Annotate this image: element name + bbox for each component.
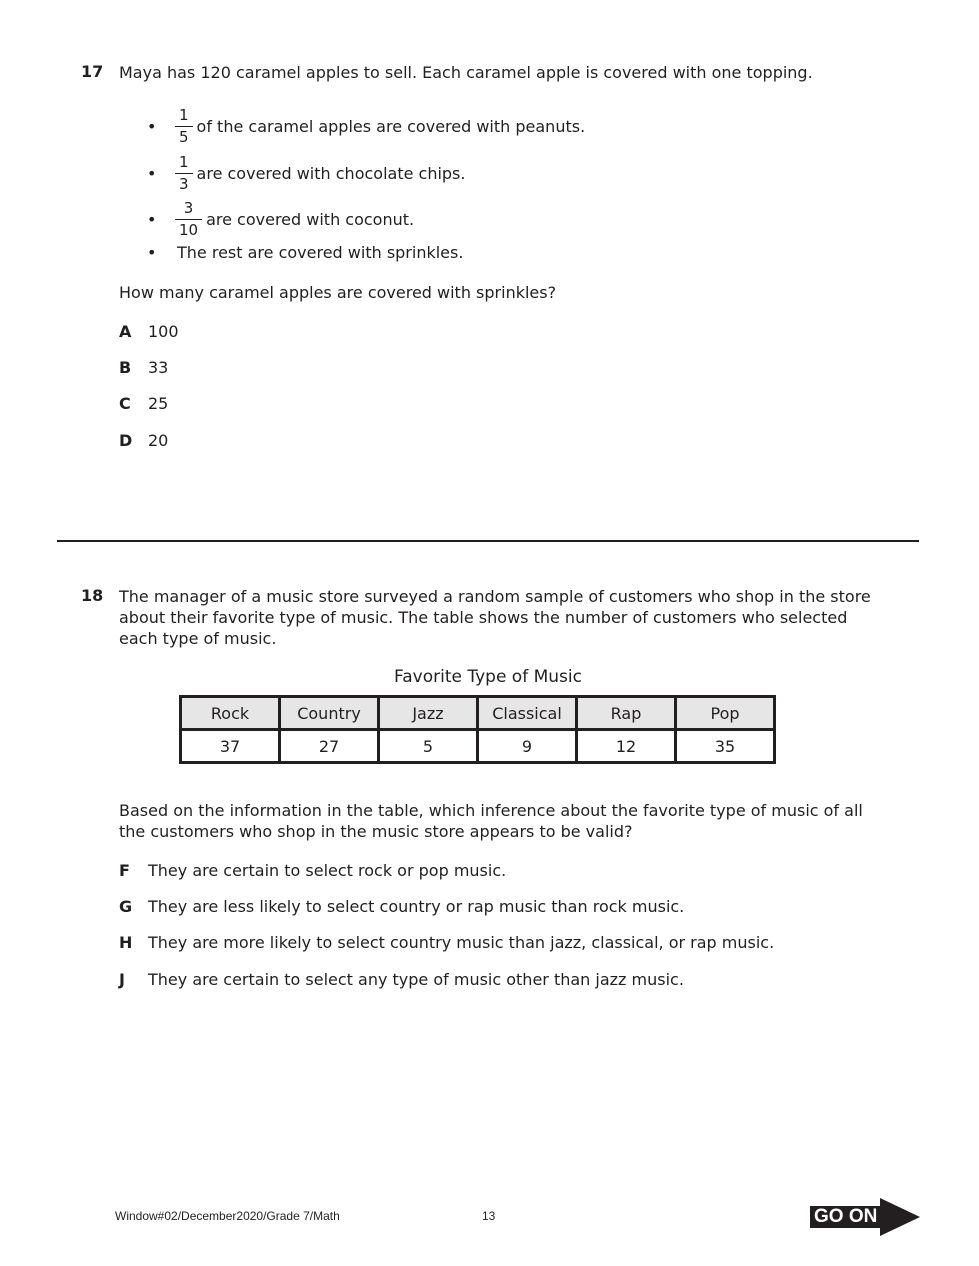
stem-line: The manager of a music store surveyed a random sample of customers who shop in the store (119, 587, 871, 606)
choice-text: They are certain to select rock or pop music. (148, 861, 507, 880)
table-header-row (181, 697, 775, 730)
value-cell: 9 (478, 730, 577, 763)
question-17-stem: Maya has 120 caramel apples to sell. Each caramel apple is covered with one topping. (119, 63, 813, 82)
q17-bullet-1 (147, 106, 585, 147)
q17-bullet-4 (147, 242, 463, 263)
header-cell: Rock (181, 697, 280, 730)
page-number: 13 (482, 1209, 496, 1223)
choice-text: They are more likely to select country music than jazz, classical, or rap music. (148, 933, 775, 952)
choice-text: 100 (148, 322, 179, 341)
value-cell: 5 (379, 730, 478, 763)
fraction-one-fifth: $\frac{1}{5}$ (177, 106, 191, 147)
choice-text: They are certain to select any type of music other than jazz music. (148, 970, 684, 989)
q17-bullet-1-text: of the caramel apples are covered with peanuts. (196, 117, 586, 136)
choice-letter: F (119, 861, 130, 880)
question-18-prompt (119, 800, 863, 842)
question-18-number: 18 (81, 586, 104, 605)
q17-bullet-4-text: The rest are covered with sprinkles. (177, 243, 464, 262)
q18-choice-g[interactable] (119, 897, 684, 916)
value-cell: 35 (676, 730, 775, 763)
bullet-dot-icon: • (147, 117, 157, 136)
section-divider (57, 540, 919, 542)
value-cell: 37 (181, 730, 280, 763)
table-value-row (181, 730, 775, 763)
q17-choice-c[interactable] (119, 394, 168, 413)
q18-choice-f[interactable] (119, 861, 506, 880)
choice-letter: H (119, 933, 133, 952)
q17-choice-b[interactable] (119, 358, 168, 377)
header-cell: Classical (478, 697, 577, 730)
prompt-line: the customers who shop in the music store appears to be valid? (119, 822, 633, 841)
choice-letter: C (119, 394, 131, 413)
header-cell: Rap (577, 697, 676, 730)
favorite-music-table (179, 695, 776, 764)
value-cell: 27 (280, 730, 379, 763)
go-on-badge (810, 1198, 920, 1236)
question-17-prompt: How many caramel apples are covered with sprinkles? (119, 283, 557, 302)
header-cell: Pop (676, 697, 775, 730)
value-cell: 12 (577, 730, 676, 763)
stem-line: each type of music. (119, 629, 277, 648)
question-18-stem (119, 586, 871, 649)
q18-choice-j[interactable] (119, 970, 684, 989)
go-on-label: GO ON (810, 1206, 881, 1228)
prompt-line: Based on the information in the table, which inference about the favorite type of music of all (119, 801, 863, 820)
q17-choice-d[interactable] (119, 431, 168, 450)
bullet-dot-icon: • (147, 210, 157, 229)
question-17-number: 17 (81, 62, 104, 81)
fraction-three-tenths: $\frac{3}{10}$ (177, 199, 200, 240)
choice-text: 33 (148, 358, 169, 377)
bullet-dot-icon: • (147, 243, 157, 262)
q17-bullet-2-text: are covered with chocolate chips. (196, 164, 466, 183)
choice-letter: G (119, 897, 133, 916)
footer-source: Window#02/December2020/Grade 7/Math (115, 1209, 340, 1223)
q17-bullet-3 (147, 199, 414, 240)
bullet-dot-icon: • (147, 164, 157, 183)
q17-bullet-3-text: are covered with coconut. (206, 210, 415, 229)
q17-choice-a[interactable] (119, 322, 179, 341)
header-cell: Country (280, 697, 379, 730)
choice-text: They are less likely to select country or rap music than rock music. (148, 897, 685, 916)
choice-text: 20 (148, 431, 169, 450)
choice-text: 25 (148, 394, 169, 413)
choice-letter: B (119, 358, 132, 377)
choice-letter: A (119, 322, 132, 341)
table-title: Favorite Type of Music (394, 667, 582, 687)
choice-letter: J (119, 970, 125, 989)
q17-bullet-2 (147, 153, 465, 194)
header-cell: Jazz (379, 697, 478, 730)
choice-letter: D (119, 431, 133, 450)
stem-line: about their favorite type of music. The table shows the number of customers who selected (119, 608, 848, 627)
arrow-right-icon (880, 1198, 920, 1236)
q18-choice-h[interactable] (119, 933, 774, 952)
fraction-one-third: $\frac{1}{3}$ (177, 153, 191, 194)
